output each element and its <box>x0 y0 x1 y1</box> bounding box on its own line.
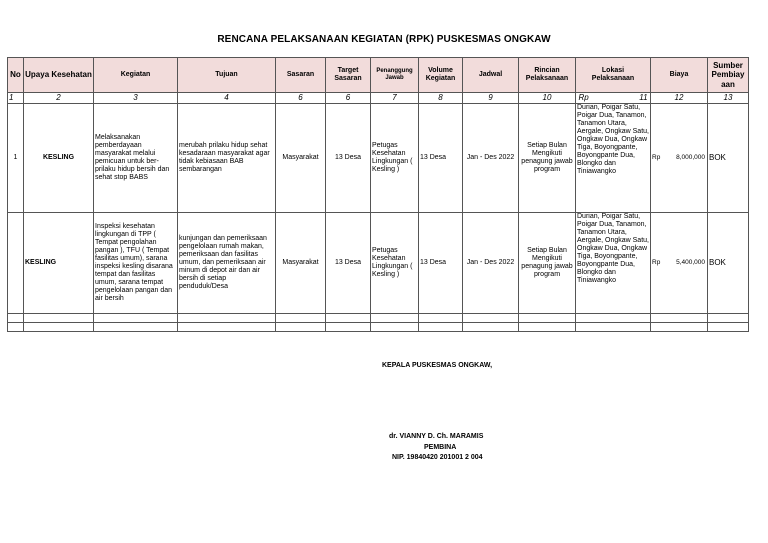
header-volume-l1: Volume <box>428 66 453 74</box>
row-kegiatan: Melaksanakan pemberdayaan masyarakat melalui pemicuan untuk ber-prilaku hidup bersih dan sehat stop BABS <box>94 104 178 213</box>
row-sumber: BOK <box>708 213 749 314</box>
empty-cell <box>178 323 276 332</box>
empty-cell <box>519 314 576 323</box>
table-row <box>8 213 749 314</box>
header-row <box>8 58 749 93</box>
empty-row <box>8 314 749 323</box>
row-biaya-amount: 8,000,000 <box>676 154 705 162</box>
row-upaya: KESLING <box>24 104 94 213</box>
signature-rank: PEMBINA <box>424 444 457 451</box>
row-biaya <box>651 104 708 213</box>
signature-role: KEPALA PUSKESMAS ONGKAW, <box>382 362 493 369</box>
header-rincian-l2: Pelaksanaan <box>525 75 569 82</box>
empty-cell <box>651 314 708 323</box>
colnum-1: 1 <box>8 93 24 104</box>
header-lokasi-l1: Lokasi <box>601 66 625 74</box>
row-penanggung: Petugas Kesehatan Lingkungan ( Kesling ) <box>371 213 419 314</box>
header-lokasi <box>576 58 651 93</box>
row-jadwal: Jan - Des 2022 <box>463 104 519 213</box>
colnum-12: 12 <box>651 93 708 104</box>
colnum-13: 13 <box>708 93 749 104</box>
header-jadwal: Jadwal <box>463 58 519 93</box>
empty-cell <box>8 323 24 332</box>
row-no: 1 <box>8 104 24 213</box>
row-sasaran: Masyarakat <box>276 213 326 314</box>
row-no <box>8 213 24 314</box>
table-row <box>8 104 749 213</box>
row-biaya-rp: Rp <box>652 259 661 267</box>
header-target-l1: Target <box>337 66 359 74</box>
colnum-11-rp: Rp <box>578 93 589 103</box>
row-tujuan: kunjungan dan pemeriksaan pengelolaan rumah makan, pemeriksaan dan fasilitas umum, dan pemeriksaan air minum di depot air dan air bersih di setiap penduduk/Desa <box>178 213 276 314</box>
colnum-11-num: 11 <box>639 93 648 103</box>
colnum-2: 2 <box>24 93 94 104</box>
empty-cell <box>651 323 708 332</box>
colnum-8: 8 <box>419 93 463 104</box>
header-volume-l2: Kegiatan <box>425 75 456 82</box>
empty-cell <box>24 323 94 332</box>
signature-name: dr. VIANNY D. Ch. MARAMIS <box>389 433 484 440</box>
row-upaya: KESLING <box>24 213 94 314</box>
header-sasaran: Sasaran <box>276 58 326 93</box>
row-volume: 13 Desa <box>419 213 463 314</box>
empty-cell <box>419 323 463 332</box>
empty-cell <box>326 314 371 323</box>
empty-cell <box>463 314 519 323</box>
empty-cell <box>94 323 178 332</box>
row-penanggung: Petugas Kesehatan Lingkungan ( Kesling ) <box>371 104 419 213</box>
empty-cell <box>419 314 463 323</box>
row-lokasi: Durian, Poigar Satu, Poigar Dua, Tanamon, Tanamon Utara, Aergale, Ongkaw Satu, Ongkaw Dua, Ongkaw Tiga, Boyongpante, Boyongpante Dua, Blongko dan Tiniawangko <box>576 213 651 314</box>
row-jadwal: Jan - Des 2022 <box>463 213 519 314</box>
colnum-6: 6 <box>326 93 371 104</box>
header-volume <box>419 58 463 93</box>
header-no: No <box>8 58 24 93</box>
empty-cell <box>371 314 419 323</box>
colnum-5: 6 <box>276 93 326 104</box>
empty-cell <box>519 323 576 332</box>
colnum-7: 7 <box>371 93 419 104</box>
header-upaya: Upaya Kesehatan <box>24 58 94 93</box>
signature-nip: NIP. 19840420 201001 2 004 <box>392 454 483 461</box>
row-target: 13 Desa <box>326 104 371 213</box>
row-target: 13 Desa <box>326 213 371 314</box>
empty-cell <box>463 323 519 332</box>
header-rincian-l1: Rincian <box>534 66 560 74</box>
row-kegiatan: Inspeksi kesehatan lingkungan di TPP ( Tempat pengolahan pangan ), TFU ( Tempat fasilitas umum), sarana inspeksi kesling disarana tempat dan fasilitas umum, sarana tempat pengelolaan pangan dan air bersih <box>94 213 178 314</box>
empty-cell <box>178 314 276 323</box>
colnum-4: 4 <box>178 93 276 104</box>
empty-cell <box>708 314 749 323</box>
header-sumber-l1: Sumber <box>713 61 743 71</box>
empty-cell <box>708 323 749 332</box>
header-sumber-l3: aan <box>721 79 735 89</box>
empty-cell <box>576 314 651 323</box>
row-sasaran: Masyarakat <box>276 104 326 213</box>
header-penanggung <box>371 58 419 93</box>
empty-row <box>8 323 749 332</box>
header-penanggung-l2: Jawab <box>385 75 404 81</box>
colnum-9: 9 <box>463 93 519 104</box>
row-sumber: BOK <box>708 104 749 213</box>
header-sumber <box>708 58 749 93</box>
rpk-table <box>7 57 749 332</box>
colnum-10: 10 <box>519 93 576 104</box>
row-biaya-amount: 5,400,000 <box>676 259 705 267</box>
empty-cell <box>276 323 326 332</box>
colnum-3: 3 <box>94 93 178 104</box>
empty-cell <box>576 323 651 332</box>
header-kegiatan: Kegiatan <box>94 58 178 93</box>
empty-cell <box>371 323 419 332</box>
row-biaya <box>651 213 708 314</box>
row-volume: 13 Desa <box>419 104 463 213</box>
row-lokasi: Durian, Poigar Satu, Poigar Dua, Tanamon, Tanamon Utara, Aergale, Ongkaw Satu, Ongkaw Dua, Ongkaw Tiga, Boyongpante, Boyongpante Dua, Blongko dan Tiniawangko <box>576 104 651 213</box>
header-sumber-l2: Pembiay <box>711 70 745 80</box>
header-rincian <box>519 58 576 93</box>
empty-cell <box>326 323 371 332</box>
header-tujuan: Tujuan <box>178 58 276 93</box>
header-target-l2: Sasaran <box>334 75 362 82</box>
empty-cell <box>276 314 326 323</box>
row-rincian: Setiap Bulan Mengikuti penagung jawab program <box>519 213 576 314</box>
header-penanggung-l1: Penanggung <box>376 68 413 75</box>
document-title: RENCANA PELAKSANAAN KEGIATAN (RPK) PUSKESMAS ONGKAW <box>217 34 551 45</box>
header-biaya: Biaya <box>651 58 708 93</box>
row-tujuan: merubah prilaku hidup sehat kesadaraan masyarakat agar tidak kebiasaan BAB sembarangan <box>178 104 276 213</box>
empty-cell <box>94 314 178 323</box>
header-lokasi-l2: Pelaksanaan <box>591 75 635 82</box>
column-number-row <box>8 93 749 104</box>
empty-cell <box>8 314 24 323</box>
row-biaya-rp: Rp <box>652 154 661 162</box>
header-target <box>326 58 371 93</box>
row-rincian: Setiap Bulan Mengikuti penagung jawab program <box>519 104 576 213</box>
empty-cell <box>24 314 94 323</box>
colnum-11 <box>576 93 651 104</box>
